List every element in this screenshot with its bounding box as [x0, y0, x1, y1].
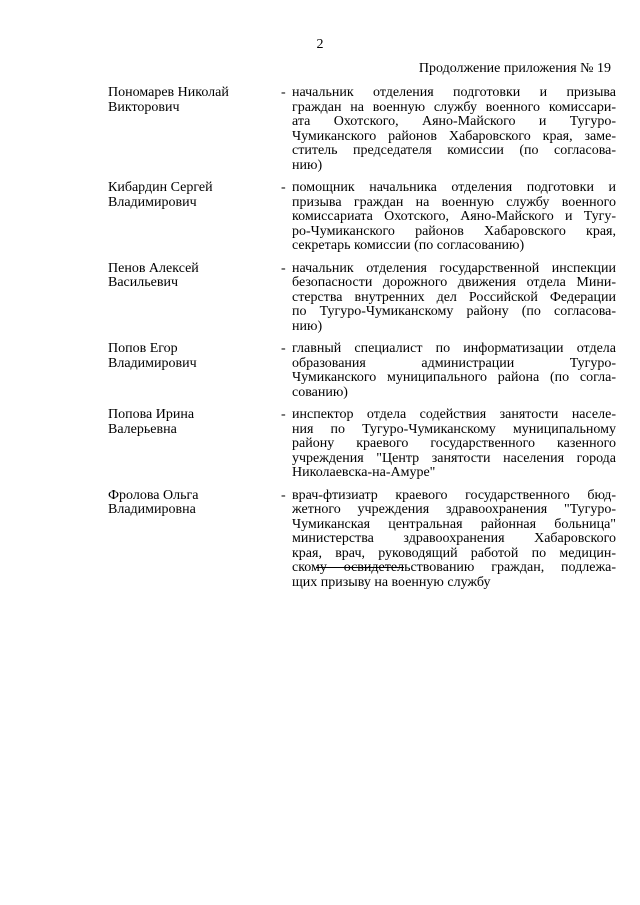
member-role-line: секретарь комиссии (по согласованию) [292, 239, 525, 253]
member-entry [0, 408, 640, 481]
member-entry [0, 342, 640, 400]
member-role-line: нию) [292, 319, 323, 334]
member-name-line: Пенов Алексей [108, 260, 199, 276]
member-name [108, 181, 273, 210]
member-entry [0, 262, 640, 335]
member-role-line: Чумиканская центральная районная больница" [292, 517, 616, 532]
member-name-line: Владимировна [108, 502, 196, 517]
member-role-line: ния по Тугуро-Чумиканскому муниципальному [292, 422, 616, 437]
member-name [108, 342, 273, 371]
member-entry [0, 181, 640, 254]
member-role-line: помощник начальника отделения подготовки и [292, 181, 616, 195]
member-name [108, 489, 273, 518]
member-name-line: Пономарев Николай [108, 85, 229, 100]
member-role-line: граждан на военную службу военного комиссари- [292, 100, 616, 115]
member-role-line: Николаевска-на-Амуре" [292, 466, 436, 480]
member-entry [0, 86, 640, 173]
member-role-line: образования администрации Тугуро- [292, 356, 616, 371]
member-role-line: Чумиканского районов Хабаровского края, заме- [292, 129, 616, 144]
member-role [292, 181, 616, 254]
member-name-line: Валерьевна [108, 421, 177, 437]
member-role-line: по Тугуро-Чумиканскому району (по согласова- [292, 305, 616, 319]
member-role-line: сованию) [292, 385, 348, 400]
member-dash: - [281, 260, 286, 276]
member-dash: - [281, 180, 286, 195]
member-role-line: ститель председателя комиссии (по согласова- [292, 144, 616, 158]
member-role-line: начальник отделения государственной инспекции [292, 261, 616, 276]
member-entry [0, 489, 640, 591]
member-name-line: Попова Ирина [108, 407, 195, 422]
end-divider-line [316, 567, 404, 568]
member-role-line: ата Охотского, Аяно-Майского и Тугуро- [292, 115, 616, 129]
member-name-line: Владимирович [108, 355, 197, 371]
member-dash: - [281, 407, 286, 422]
member-name-line: Кибардин Сергей [108, 180, 213, 195]
member-role [292, 408, 616, 481]
member-role-line: врач-фтизиатр краевого государственного бюд- [292, 488, 616, 503]
member-role-line: инспектор отдела содействия занятости населе- [292, 408, 616, 422]
member-name-line: Фролова Ольга [108, 487, 199, 503]
member-role [292, 489, 616, 591]
member-role-line: жетного учреждения здравоохранения "Тугуро- [292, 503, 616, 517]
member-role-line: главный специалист по информатизации отдела [292, 342, 616, 356]
commission-members-list [0, 86, 640, 598]
member-dash: - [281, 487, 286, 503]
member-name-line: Владимирович [108, 194, 197, 210]
member-role-line: скому освидетельствованию граждан, подлежа- [292, 561, 616, 575]
member-role-line: комиссариата Охотского, Аяно-Майского и Тугу- [292, 210, 616, 224]
member-role-line: стерства внутренних дел Российской Федерации [292, 290, 616, 305]
member-role-line: ро-Чумиканского районов Хабаровского края, [292, 224, 616, 239]
member-name [108, 86, 273, 115]
member-role-line: району краевого государственного казенного [292, 437, 616, 451]
member-role-line: щих призыву на военную службу [292, 575, 491, 590]
member-role-line: нию) [292, 158, 323, 173]
member-role-line: Чумиканского муниципального района (по согла- [292, 371, 616, 385]
member-name-line: Викторович [108, 99, 180, 115]
member-role [292, 342, 616, 400]
appendix-continuation-note: Продолжение приложения № 19 [418, 61, 611, 76]
member-name [108, 262, 273, 291]
member-role-line: учреждения "Центр занятости населения города [292, 451, 616, 466]
member-dash: - [281, 341, 286, 356]
member-dash: - [281, 85, 286, 100]
member-role [292, 86, 616, 173]
member-role-line: края, врач, руководящий работой по медицин- [292, 546, 616, 561]
page-number: 2 [316, 37, 324, 52]
member-role-line: министерства здравоохранения Хабаровского [292, 532, 616, 546]
member-role-line: начальник отделения подготовки и призыва [292, 86, 616, 100]
member-name [108, 408, 273, 437]
member-role-line: безопасности дорожного движения отдела Мини- [292, 276, 616, 290]
member-role [292, 262, 616, 335]
member-name-line: Попов Егор [108, 341, 178, 356]
member-role-line: призыва граждан на военную службу военного [292, 195, 616, 210]
member-name-line: Васильевич [108, 275, 178, 290]
